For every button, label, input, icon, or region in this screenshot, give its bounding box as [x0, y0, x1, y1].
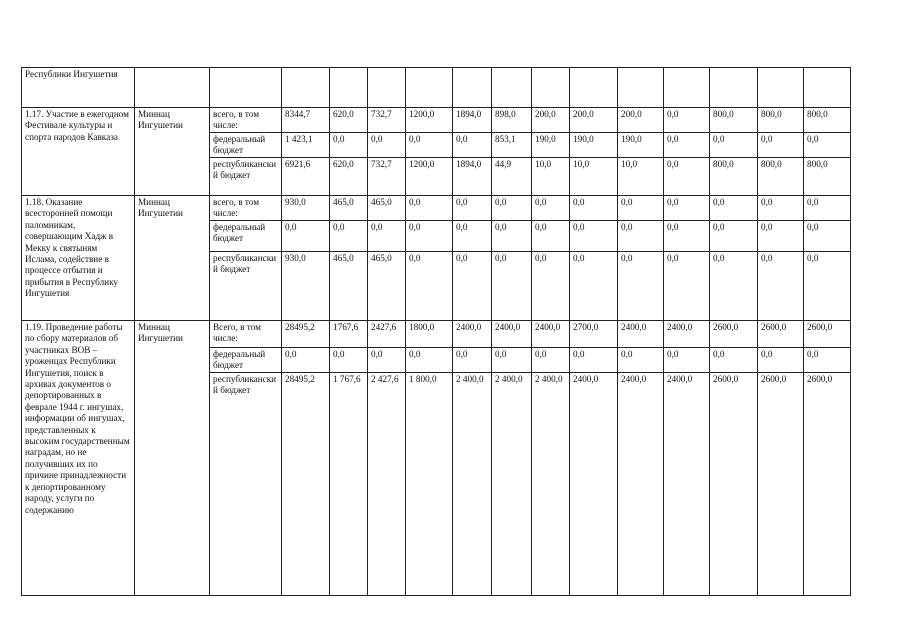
value-cell: 0,0	[330, 133, 368, 158]
value-cell: 0,0	[758, 348, 804, 373]
executor-cell: Миннац Ингушетии	[135, 321, 210, 596]
value-cell: 2400,0	[492, 321, 532, 348]
value-cell: 2600,0	[804, 321, 851, 348]
value-cell: 2600,0	[758, 321, 804, 348]
value-cell: 732,7	[368, 108, 406, 133]
empty-cell	[368, 68, 406, 108]
value-cell: 0,0	[710, 252, 758, 321]
value-cell: 2700,0	[570, 321, 618, 348]
empty-cell	[492, 68, 532, 108]
value-cell: 0,0	[453, 133, 492, 158]
value-cell: 1 423,1	[282, 133, 330, 158]
empty-cell	[330, 68, 368, 108]
value-cell: 200,0	[532, 108, 570, 133]
value-cell: 0,0	[664, 348, 710, 373]
empty-cell	[406, 68, 453, 108]
value-cell: 0,0	[664, 158, 710, 196]
value-cell: 1894,0	[453, 158, 492, 196]
value-cell: 0,0	[758, 221, 804, 252]
row-description: Республики Ингушетия	[22, 68, 135, 108]
value-cell: 0,0	[282, 348, 330, 373]
value-cell: 10,0	[532, 158, 570, 196]
budget-table	[21, 67, 851, 596]
value-cell: 0,0	[492, 252, 532, 321]
value-cell: 0,0	[664, 252, 710, 321]
value-cell: 1767,6	[330, 321, 368, 348]
table-row	[22, 108, 851, 133]
value-cell: 930,0	[282, 252, 330, 321]
empty-cell	[135, 68, 210, 108]
empty-cell	[664, 68, 710, 108]
value-cell: 2 400,0	[453, 373, 492, 596]
value-cell: 0,0	[804, 252, 851, 321]
empty-cell	[758, 68, 804, 108]
value-cell: 800,0	[804, 158, 851, 196]
value-cell: 465,0	[368, 196, 406, 221]
value-cell: 0,0	[282, 221, 330, 252]
value-cell: 190,0	[618, 133, 664, 158]
value-cell: 0,0	[570, 221, 618, 252]
value-cell: 800,0	[710, 108, 758, 133]
value-cell: 2600,0	[710, 373, 758, 596]
value-cell: 0,0	[618, 252, 664, 321]
value-cell: 1200,0	[406, 108, 453, 133]
empty-cell	[570, 68, 618, 108]
value-cell: 0,0	[664, 108, 710, 133]
value-cell: 2600,0	[758, 373, 804, 596]
value-cell: 0,0	[532, 196, 570, 221]
value-cell: 2400,0	[664, 321, 710, 348]
value-cell: 28495,2	[282, 373, 330, 596]
value-cell: 200,0	[570, 108, 618, 133]
funding-source: федеральный бюджет	[210, 348, 282, 373]
value-cell: 0,0	[492, 221, 532, 252]
value-cell: 2427,6	[368, 321, 406, 348]
executor-cell: Миннац Ингушетии	[135, 196, 210, 321]
table-row	[22, 68, 851, 108]
table-body	[22, 68, 851, 596]
value-cell: 1800,0	[406, 321, 453, 348]
value-cell: 800,0	[710, 158, 758, 196]
value-cell: 0,0	[804, 196, 851, 221]
funding-source: всего, в том числе:	[210, 196, 282, 221]
value-cell: 465,0	[330, 252, 368, 321]
value-cell: 0,0	[330, 348, 368, 373]
value-cell: 0,0	[330, 221, 368, 252]
value-cell: 0,0	[570, 348, 618, 373]
value-cell: 0,0	[532, 252, 570, 321]
value-cell: 2400,0	[618, 373, 664, 596]
value-cell: 800,0	[758, 158, 804, 196]
value-cell: 0,0	[758, 133, 804, 158]
value-cell: 2400,0	[618, 321, 664, 348]
value-cell: 0,0	[804, 221, 851, 252]
value-cell: 6921,6	[282, 158, 330, 196]
value-cell: 930,0	[282, 196, 330, 221]
table-row	[22, 321, 851, 348]
section-description: 1.19. Проведение работы по сбору материалов об участниках ВОВ – уроженцах Республики Ингушетия, поиск в архивах документов о депортированных в феврале 1944 г. ингушах, информации об ингушах, представленных к высоким государственным наградам, но не получивших их по причине принадлежности к депортированному народу, услуги по содержанию	[22, 321, 135, 596]
value-cell: 465,0	[330, 196, 368, 221]
empty-cell	[710, 68, 758, 108]
value-cell: 0,0	[570, 252, 618, 321]
value-cell: 0,0	[664, 196, 710, 221]
value-cell: 853,1	[492, 133, 532, 158]
value-cell: 0,0	[710, 348, 758, 373]
funding-source: республиканский бюджет	[210, 252, 282, 321]
empty-cell	[282, 68, 330, 108]
value-cell: 0,0	[664, 133, 710, 158]
value-cell: 0,0	[492, 196, 532, 221]
value-cell: 2 427,6	[368, 373, 406, 596]
value-cell: 800,0	[804, 108, 851, 133]
value-cell: 800,0	[758, 108, 804, 133]
value-cell: 0,0	[406, 252, 453, 321]
value-cell: 2400,0	[664, 373, 710, 596]
value-cell: 0,0	[618, 196, 664, 221]
value-cell: 0,0	[406, 348, 453, 373]
value-cell: 0,0	[570, 196, 618, 221]
value-cell: 8344,7	[282, 108, 330, 133]
value-cell: 0,0	[618, 221, 664, 252]
value-cell: 2600,0	[710, 321, 758, 348]
value-cell: 2600,0	[804, 373, 851, 596]
value-cell: 0,0	[453, 196, 492, 221]
value-cell: 620,0	[330, 108, 368, 133]
value-cell: 0,0	[453, 221, 492, 252]
funding-source: республиканский бюджет	[210, 158, 282, 196]
value-cell: 0,0	[368, 133, 406, 158]
value-cell: 190,0	[532, 133, 570, 158]
empty-cell	[804, 68, 851, 108]
empty-cell	[618, 68, 664, 108]
value-cell: 0,0	[710, 196, 758, 221]
executor-cell: Миннац Ингушетии	[135, 108, 210, 196]
value-cell: 0,0	[804, 133, 851, 158]
value-cell: 2400,0	[453, 321, 492, 348]
value-cell: 10,0	[570, 158, 618, 196]
value-cell: 0,0	[710, 221, 758, 252]
value-cell: 0,0	[532, 221, 570, 252]
funding-source: федеральный бюджет	[210, 133, 282, 158]
value-cell: 0,0	[368, 221, 406, 252]
section-description: 1.17. Участие в ежегодном Фестивале культуры и спорта народов Кавказа	[22, 108, 135, 196]
value-cell: 465,0	[368, 252, 406, 321]
value-cell: 732,7	[368, 158, 406, 196]
value-cell: 0,0	[453, 348, 492, 373]
value-cell: 1 767,6	[330, 373, 368, 596]
value-cell: 0,0	[368, 348, 406, 373]
value-cell: 2 400,0	[532, 373, 570, 596]
funding-source: Всего, в том числе:	[210, 321, 282, 348]
funding-source: республиканский бюджет	[210, 373, 282, 596]
value-cell: 2400,0	[570, 373, 618, 596]
table-row	[22, 196, 851, 221]
value-cell: 0,0	[618, 348, 664, 373]
value-cell: 898,0	[492, 108, 532, 133]
value-cell: 1894,0	[453, 108, 492, 133]
value-cell: 200,0	[618, 108, 664, 133]
value-cell: 0,0	[406, 196, 453, 221]
empty-cell	[210, 68, 282, 108]
section-description: 1.18. Оказание всесторонней помощи паломникам, совершающим Хадж в Мекку к святыням Ислама, содействие в процессе отбытия и прибытия в Республику Ингушетия	[22, 196, 135, 321]
value-cell: 0,0	[406, 221, 453, 252]
value-cell: 0,0	[758, 196, 804, 221]
value-cell: 1200,0	[406, 158, 453, 196]
funding-source: всего, в том числе:	[210, 108, 282, 133]
empty-cell	[532, 68, 570, 108]
value-cell: 2 400,0	[492, 373, 532, 596]
funding-source: федеральный бюджет	[210, 221, 282, 252]
value-cell: 0,0	[492, 348, 532, 373]
value-cell: 44,9	[492, 158, 532, 196]
value-cell: 0,0	[758, 252, 804, 321]
value-cell: 0,0	[710, 133, 758, 158]
value-cell: 2400,0	[532, 321, 570, 348]
value-cell: 1 800,0	[406, 373, 453, 596]
value-cell: 0,0	[664, 221, 710, 252]
value-cell: 0,0	[532, 348, 570, 373]
empty-cell	[453, 68, 492, 108]
value-cell: 0,0	[453, 252, 492, 321]
value-cell: 10,0	[618, 158, 664, 196]
value-cell: 620,0	[330, 158, 368, 196]
value-cell: 0,0	[406, 133, 453, 158]
value-cell: 190,0	[570, 133, 618, 158]
value-cell: 0,0	[804, 348, 851, 373]
value-cell: 28495,2	[282, 321, 330, 348]
